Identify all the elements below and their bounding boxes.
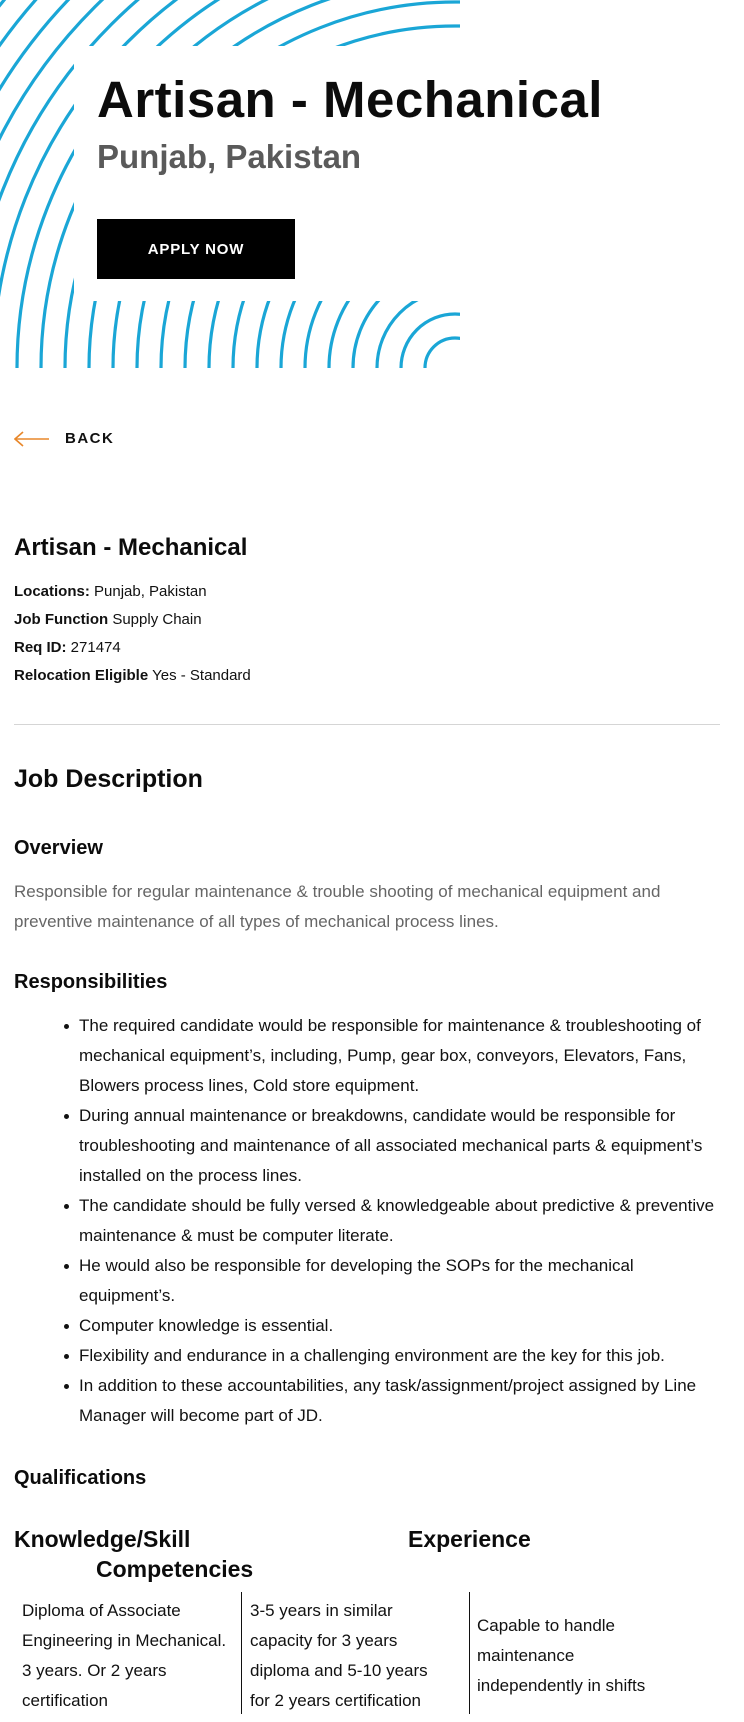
table-column-divider xyxy=(241,1592,242,1714)
qualifications-heading: Qualifications xyxy=(14,1467,147,1489)
table-cell: Capable to handle maintenance independently in shifts xyxy=(477,1616,646,1695)
overview-heading: Overview xyxy=(14,837,103,859)
meta-label: Job Function xyxy=(14,611,109,628)
meta-row-function xyxy=(14,606,251,634)
hero-title: Artisan - Mechanical xyxy=(97,71,603,128)
meta-label: Req ID: xyxy=(14,639,67,656)
job-meta xyxy=(14,578,251,690)
meta-row-location xyxy=(14,578,251,606)
responsibilities-heading: Responsibilities xyxy=(14,971,168,993)
arrow-left-icon xyxy=(14,431,50,447)
job-title: Artisan - Mechanical xyxy=(14,534,248,561)
meta-label: Locations: xyxy=(14,583,90,600)
list-item: The candidate should be fully versed & knowledgeable about predictive & preventive maintenance & must be computer literate. xyxy=(79,1191,719,1251)
responsibilities-list xyxy=(79,1011,719,1431)
table-header-knowledge xyxy=(14,1524,264,1584)
job-description-heading: Job Description xyxy=(14,765,203,793)
meta-row-relocation xyxy=(14,662,251,690)
meta-row-req-id xyxy=(14,634,251,662)
list-item: Flexibility and endurance in a challenging environment are the key for this job. xyxy=(79,1341,719,1371)
header-line: Knowledge/Skill xyxy=(14,1526,191,1552)
overview-text: Responsible for regular maintenance & trouble shooting of mechanical equipment and preventive maintenance of all types of mechanical process lines. xyxy=(14,882,661,931)
meta-label: Relocation Eligible xyxy=(14,667,149,684)
table-header-experience: Experience xyxy=(408,1526,531,1552)
meta-value: Punjab, Pakistan xyxy=(94,583,207,600)
meta-value: Yes - Standard xyxy=(152,667,251,684)
list-item: He would also be responsible for developing the SOPs for the mechanical equipment’s. xyxy=(79,1251,719,1311)
meta-value: 271474 xyxy=(70,639,121,656)
section-divider xyxy=(14,724,720,725)
meta-value: Supply Chain xyxy=(112,611,202,628)
list-item: Computer knowledge is essential. xyxy=(79,1311,719,1341)
header-line: Competencies xyxy=(96,1556,254,1582)
back-link[interactable] xyxy=(14,430,114,447)
decorative-arc xyxy=(401,314,460,368)
table-column-divider xyxy=(469,1592,470,1714)
table-cell: 3-5 years in similar capacity for 3 years diploma and 5-10 years for 2 years certification xyxy=(250,1601,428,1710)
back-label: BACK xyxy=(65,430,115,447)
hero-location: Punjab, Pakistan xyxy=(97,138,362,175)
table-cell: Diploma of Associate Engineering in Mechanical. 3 years. Or 2 years certification xyxy=(22,1601,227,1710)
list-item: The required candidate would be responsible for maintenance & troubleshooting of mechanical equipment’s, including, Pump, gear box, conveyors, Elevators, Fans, Blowers process lines, Cold store equipment. xyxy=(79,1011,719,1101)
list-item: During annual maintenance or breakdowns, candidate would be responsible for troubleshooting and maintenance of all associated mechanical parts & equipment’s installed on the process lines. xyxy=(79,1101,719,1191)
apply-now-button[interactable]: APPLY NOW xyxy=(97,219,295,279)
decorative-arc xyxy=(425,338,460,368)
list-item: In addition to these accountabilities, any task/assignment/project assigned by Line Manager will become part of JD. xyxy=(79,1371,719,1431)
